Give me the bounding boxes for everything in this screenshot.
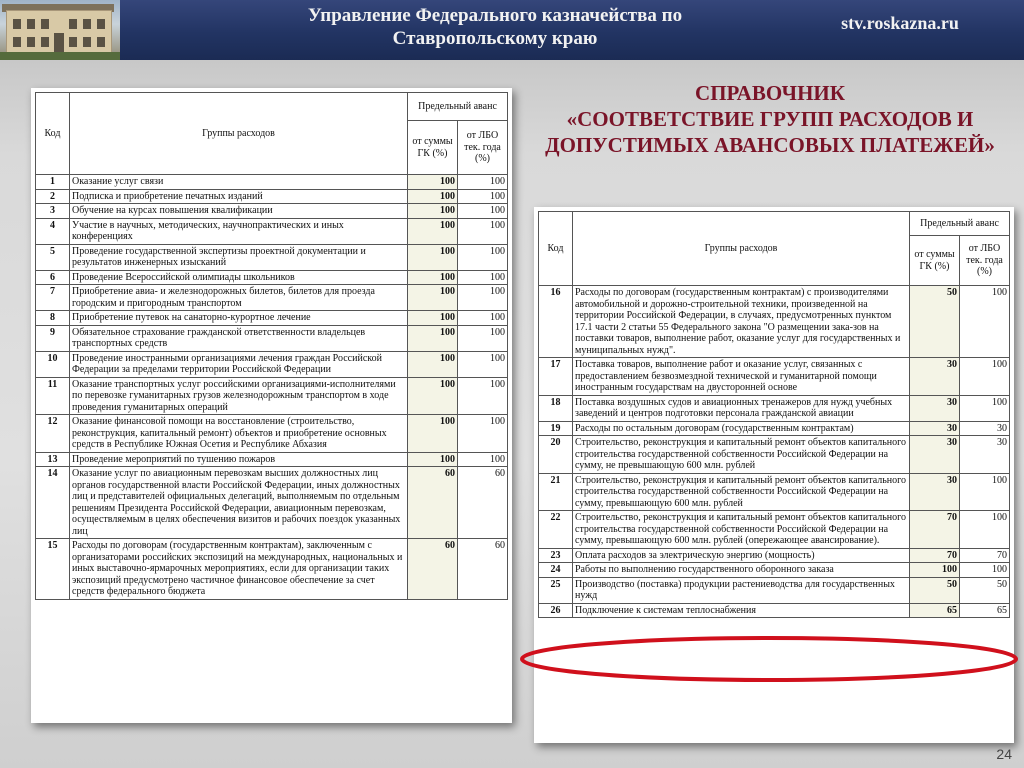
row-gk-percent: 50: [909, 286, 959, 358]
row-code: 20: [539, 436, 573, 474]
row-lbo-percent: 100: [959, 511, 1009, 549]
table-row: [539, 577, 1010, 603]
row-gk-percent: 30: [909, 421, 959, 436]
row-gk-percent: 100: [407, 325, 457, 351]
row-lbo-percent: 100: [959, 358, 1009, 396]
table-row: [539, 548, 1010, 563]
table-row: [36, 244, 508, 270]
right-document-panel: [534, 207, 1014, 743]
row-lbo-percent: 100: [457, 325, 507, 351]
row-description: Оказание транспортных услуг российскими организациями-исполнителями по перевозке гуманитарных грузов железнодорожным транспортом в ходе проведения гуманитарных операций: [70, 377, 408, 415]
row-code: 13: [36, 452, 70, 467]
row-lbo-percent: 100: [959, 286, 1009, 358]
row-code: 8: [36, 311, 70, 326]
row-gk-percent: 50: [909, 577, 959, 603]
row-code: 7: [36, 285, 70, 311]
row-lbo-percent: 100: [457, 244, 507, 270]
row-gk-percent: 30: [909, 436, 959, 474]
row-lbo-percent: 100: [457, 377, 507, 415]
row-gk-percent: 70: [909, 548, 959, 563]
row-code: 11: [36, 377, 70, 415]
row-gk-percent: 65: [909, 603, 959, 618]
row-lbo-percent: 30: [959, 421, 1009, 436]
row-code: 26: [539, 603, 573, 618]
table-row: [539, 358, 1010, 396]
row-description: Оказание услуг по авиационным перевозкам высших должностных лиц органов государственной власти Российской Федерации, иных должностных лиц и представителей официальных делегаций, выполняемым по отдельным решениям Президента Российской Федерации, авиационным перевозкам, осуществляемым в целях обеспечения визитов и рабочих поездок указанных лиц: [70, 467, 408, 539]
table-row: [539, 603, 1010, 618]
row-gk-percent: 100: [407, 285, 457, 311]
row-code: 3: [36, 204, 70, 219]
row-description: Приобретение путевок на санаторно-курортное лечение: [70, 311, 408, 326]
slide-title-line1: СПРАВОЧНИК: [695, 81, 845, 105]
row-gk-percent: 100: [909, 563, 959, 578]
row-lbo-percent: 100: [959, 563, 1009, 578]
row-description: Участие в научных, методических, научнопрактических и иных конференциях: [70, 218, 408, 244]
row-gk-percent: 30: [909, 358, 959, 396]
row-lbo-percent: 100: [457, 189, 507, 204]
row-description: Проведение Всероссийской олимпиады школьников: [70, 270, 408, 285]
table-row: [36, 452, 508, 467]
row-code: 17: [539, 358, 573, 396]
row-lbo-percent: 60: [457, 539, 507, 600]
row-description: Производство (поставка) продукции растениеводства для государственных нужд: [573, 577, 910, 603]
table-row: [36, 189, 508, 204]
table-row: [36, 539, 508, 600]
row-code: 14: [36, 467, 70, 539]
right-expense-table: [538, 211, 1010, 618]
slide-title: [520, 80, 1020, 158]
row-gk-percent: 60: [407, 467, 457, 539]
left-expense-table: [35, 92, 508, 600]
row-code: 22: [539, 511, 573, 549]
row-gk-percent: 100: [407, 175, 457, 190]
row-gk-percent: 100: [407, 189, 457, 204]
header-code: Код: [36, 93, 70, 175]
table-row: [36, 351, 508, 377]
row-gk-percent: 100: [407, 218, 457, 244]
row-gk-percent: 100: [407, 377, 457, 415]
header-groups: Группы расходов: [70, 93, 408, 175]
row-lbo-percent: 100: [457, 415, 507, 453]
table-row: [36, 467, 508, 539]
row-lbo-percent: 50: [959, 577, 1009, 603]
left-table-body: [36, 175, 508, 600]
header-title: [140, 4, 850, 50]
row-gk-percent: 100: [407, 244, 457, 270]
row-description: Обучение на курсах повышения квалификации: [70, 204, 408, 219]
row-code: 15: [36, 539, 70, 600]
table-row: [539, 436, 1010, 474]
row-description: Поставка товаров, выполнение работ и оказание услуг, связанных с предоставлением безвозмездной технической и гуманитарной помощи иностранным государствам на двусторонней основе: [573, 358, 910, 396]
building-photo: [0, 0, 120, 60]
row-gk-percent: 100: [407, 204, 457, 219]
row-code: 6: [36, 270, 70, 285]
page-number: 24: [996, 746, 1012, 762]
row-gk-percent: 30: [909, 473, 959, 511]
header-gk: от суммы ГК (%): [407, 121, 457, 175]
row-gk-percent: 100: [407, 452, 457, 467]
row-description: Оказание услуг связи: [70, 175, 408, 190]
row-description: Строительство, реконструкция и капитальный ремонт объектов капитального строительства государственной собственности Российской Федерации на сумму, превышающую 600 млн. рублей: [573, 473, 910, 511]
row-gk-percent: 100: [407, 351, 457, 377]
row-code: 10: [36, 351, 70, 377]
table-row: [36, 377, 508, 415]
row-description: Подписка и приобретение печатных изданий: [70, 189, 408, 204]
slide-header: [0, 0, 1024, 60]
row-lbo-percent: 100: [457, 351, 507, 377]
row-lbo-percent: 65: [959, 603, 1009, 618]
table-row: [36, 415, 508, 453]
table-row: [36, 175, 508, 190]
table-row: [539, 563, 1010, 578]
row-lbo-percent: 100: [457, 285, 507, 311]
header-advance: Предельный аванс: [909, 212, 1009, 236]
row-gk-percent: 100: [407, 415, 457, 453]
row-code: 24: [539, 563, 573, 578]
row-code: 18: [539, 395, 573, 421]
row-code: 16: [539, 286, 573, 358]
row-lbo-percent: 100: [457, 270, 507, 285]
table-row: [539, 511, 1010, 549]
row-description: Поставка воздушных судов и авиационных тренажеров для нужд учебных заведений и центров подготовки персонала гражданской авиации: [573, 395, 910, 421]
header-advance: Предельный аванс: [407, 93, 507, 121]
row-description: Проведение иностранными организациями лечения граждан Российской Федерации за пределами территории Российской Федерации: [70, 351, 408, 377]
row-description: Строительство, реконструкция и капитальный ремонт объектов капитального строительства государственной собственности Российской Федерации на сумму, превышающую 600 млн. рублей (опережающее авансирование).: [573, 511, 910, 549]
right-table-body: [539, 286, 1010, 618]
left-document-panel: [31, 88, 512, 723]
row-code: 2: [36, 189, 70, 204]
row-code: 21: [539, 473, 573, 511]
row-description: Расходы по остальным договорам (государственным контрактам): [573, 421, 910, 436]
row-description: Расходы по договорам (государственным контрактам) с производителями автомобильной и дорожно-строительной техники, произведенной на территории Российской Федерации, в случаях, предусмотренных пунктом 17.1 части 2 статьи 55 Федерального закона "О размещении зака-зов на поставки товаров, выполнение работ, оказание услуг для государственных и муниципальных нужд".: [573, 286, 910, 358]
row-description: Приобретение авиа- и железнодорожных билетов, билетов для проезда городским и пригородным транспортом: [70, 285, 408, 311]
row-description: Обязательное страхование гражданской ответственности владельцев транспортных средств: [70, 325, 408, 351]
row-lbo-percent: 100: [959, 395, 1009, 421]
row-code: 1: [36, 175, 70, 190]
table-row: [539, 286, 1010, 358]
header-groups: Группы расходов: [573, 212, 910, 286]
header-lbo: от ЛБО тек. года (%): [457, 121, 507, 175]
row-description: Оказание финансовой помощи на восстановление (строительство, реконструкция, капитальный ремонт) объектов и приобретение основных средств в Республике Южная Осетия и Республике Абхазия: [70, 415, 408, 453]
row-description: Подключение к системам теплоснабжения: [573, 603, 910, 618]
row-code: 5: [36, 244, 70, 270]
row-gk-percent: 60: [407, 539, 457, 600]
row-description: Проведение мероприятий по тушению пожаров: [70, 452, 408, 467]
header-title-line2: Ставропольскому краю: [392, 28, 598, 49]
slide-title-line2: «СООТВЕТСТВИЕ ГРУПП РАСХОДОВ И: [566, 107, 974, 131]
table-row: [36, 204, 508, 219]
table-row: [36, 270, 508, 285]
row-description: Строительство, реконструкция и капитальный ремонт объектов капитального строительства государственной собственности Российской Федерации на сумму, не превышающую 600 млн. рублей: [573, 436, 910, 474]
row-gk-percent: 100: [407, 270, 457, 285]
row-gk-percent: 100: [407, 311, 457, 326]
header-code: Код: [539, 212, 573, 286]
row-lbo-percent: 100: [457, 218, 507, 244]
table-row: [36, 218, 508, 244]
row-code: 4: [36, 218, 70, 244]
row-lbo-percent: 100: [457, 311, 507, 326]
row-description: Работы по выполнению государственного оборонного заказа: [573, 563, 910, 578]
table-row: [539, 395, 1010, 421]
row-lbo-percent: 100: [959, 473, 1009, 511]
row-description: Проведение государственной экспертизы проектной документации и результатов инженерных изысканий: [70, 244, 408, 270]
row-description: Расходы по договорам (государственным контрактам), заключенным с организаторами российских экспозиций на международных, национальных и иных выставочно-ярмарочных мероприятиях, если для организации таких экспозиций предусмотрено частичное финансовое обеспечение за счет средств федерального бюджета: [70, 539, 408, 600]
table-row: [539, 421, 1010, 436]
row-lbo-percent: 60: [457, 467, 507, 539]
row-code: 25: [539, 577, 573, 603]
table-row: [36, 285, 508, 311]
row-code: 12: [36, 415, 70, 453]
row-code: 23: [539, 548, 573, 563]
header-lbo: от ЛБО тек. года (%): [959, 236, 1009, 286]
header-title-line1: Управление Федерального казначейства по: [307, 5, 683, 26]
slide-title-line3: ДОПУСТИМЫХ АВАНСОВЫХ ПЛАТЕЖЕЙ»: [545, 133, 995, 157]
row-lbo-percent: 70: [959, 548, 1009, 563]
table-row: [36, 325, 508, 351]
row-gk-percent: 30: [909, 395, 959, 421]
row-lbo-percent: 30: [959, 436, 1009, 474]
header-url: stv.roskazna.ru: [841, 13, 959, 33]
header-gk: от суммы ГК (%): [909, 236, 959, 286]
row-code: 9: [36, 325, 70, 351]
table-row: [36, 311, 508, 326]
row-gk-percent: 70: [909, 511, 959, 549]
table-row: [539, 473, 1010, 511]
row-lbo-percent: 100: [457, 452, 507, 467]
row-lbo-percent: 100: [457, 204, 507, 219]
row-lbo-percent: 100: [457, 175, 507, 190]
row-description: Оплата расходов за электрическую энергию (мощность): [573, 548, 910, 563]
row-code: 19: [539, 421, 573, 436]
